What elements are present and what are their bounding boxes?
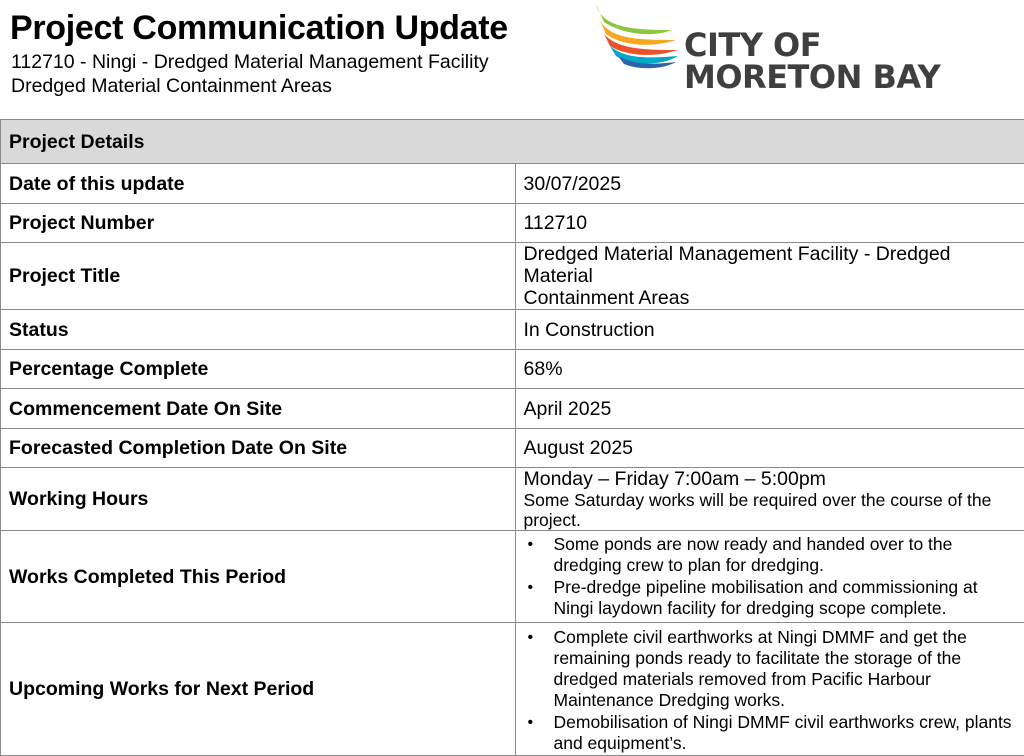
row-label: Upcoming Works for Next Period [1, 623, 516, 756]
logo-mark-icon [592, 0, 682, 70]
row-label: Project Number [1, 204, 516, 243]
row-value [515, 243, 1024, 310]
project-details-table [0, 119, 1024, 756]
bullet-list [524, 627, 1022, 754]
document-title: Project Communication Update [10, 8, 508, 48]
row-value: August 2025 [515, 429, 1024, 468]
row-value: 30/07/2025 [515, 164, 1024, 204]
row-value-line: Dredged Material Management Facility - Dredged Material [524, 243, 1022, 287]
row-value [515, 468, 1024, 531]
row-value [515, 531, 1024, 623]
bullet-list [524, 534, 1022, 619]
table-row [1, 310, 1024, 350]
city-of-moreton-bay-logo [592, 0, 932, 110]
table-row [1, 429, 1024, 468]
row-value-line: Containment Areas [524, 287, 1022, 309]
project-subtitle-secondary: Dredged Material Containment Areas [11, 74, 332, 98]
row-label: Commencement Date On Site [1, 389, 516, 429]
table-row [1, 350, 1024, 389]
list-item: • Demobilisation of Ningi DMMF civil earthworks crew, plants and equipment’s. [554, 712, 1022, 754]
list-item: • Some ponds are now ready and handed over to the dredging crew to plan for dredging. [554, 534, 1022, 576]
section-header-row [1, 120, 1024, 164]
row-label: Date of this update [1, 164, 516, 204]
document-header [0, 0, 1024, 118]
row-value: April 2025 [515, 389, 1024, 429]
row-label: Project Title [1, 243, 516, 310]
table-row [1, 164, 1024, 204]
row-value: 112710 [515, 204, 1024, 243]
logo-text-line1: CITY OF [684, 28, 821, 62]
working-hours-line: Monday – Friday 7:00am – 5:00pm [524, 468, 1022, 490]
row-label: Working Hours [1, 468, 516, 531]
row-value [515, 623, 1024, 756]
list-item: • Complete civil earthworks at Ningi DMMF and get the remaining ponds ready to facilitate the storage of the dredged materials removed from Pacific Harbour Maintenance Dredging works. [554, 627, 1022, 711]
table-row [1, 243, 1024, 310]
table-row [1, 204, 1024, 243]
table-row [1, 468, 1024, 531]
row-label: Works Completed This Period [1, 531, 516, 623]
list-item: • Pre-dredge pipeline mobilisation and commissioning at Ningi laydown facility for dredging scope complete. [554, 577, 1022, 619]
row-value: 68% [515, 350, 1024, 389]
row-label: Percentage Complete [1, 350, 516, 389]
row-label: Status [1, 310, 516, 350]
table-row [1, 531, 1024, 623]
logo-text-line2: MORETON BAY [684, 60, 940, 94]
table-row [1, 623, 1024, 756]
row-value: In Construction [515, 310, 1024, 350]
working-hours-note: Some Saturday works will be required over the course of the project. [524, 490, 1022, 530]
project-subtitle: 112710 - Ningi - Dredged Material Management Facility [11, 50, 489, 74]
section-heading: Project Details [1, 120, 1024, 164]
row-label: Forecasted Completion Date On Site [1, 429, 516, 468]
table-row [1, 389, 1024, 429]
